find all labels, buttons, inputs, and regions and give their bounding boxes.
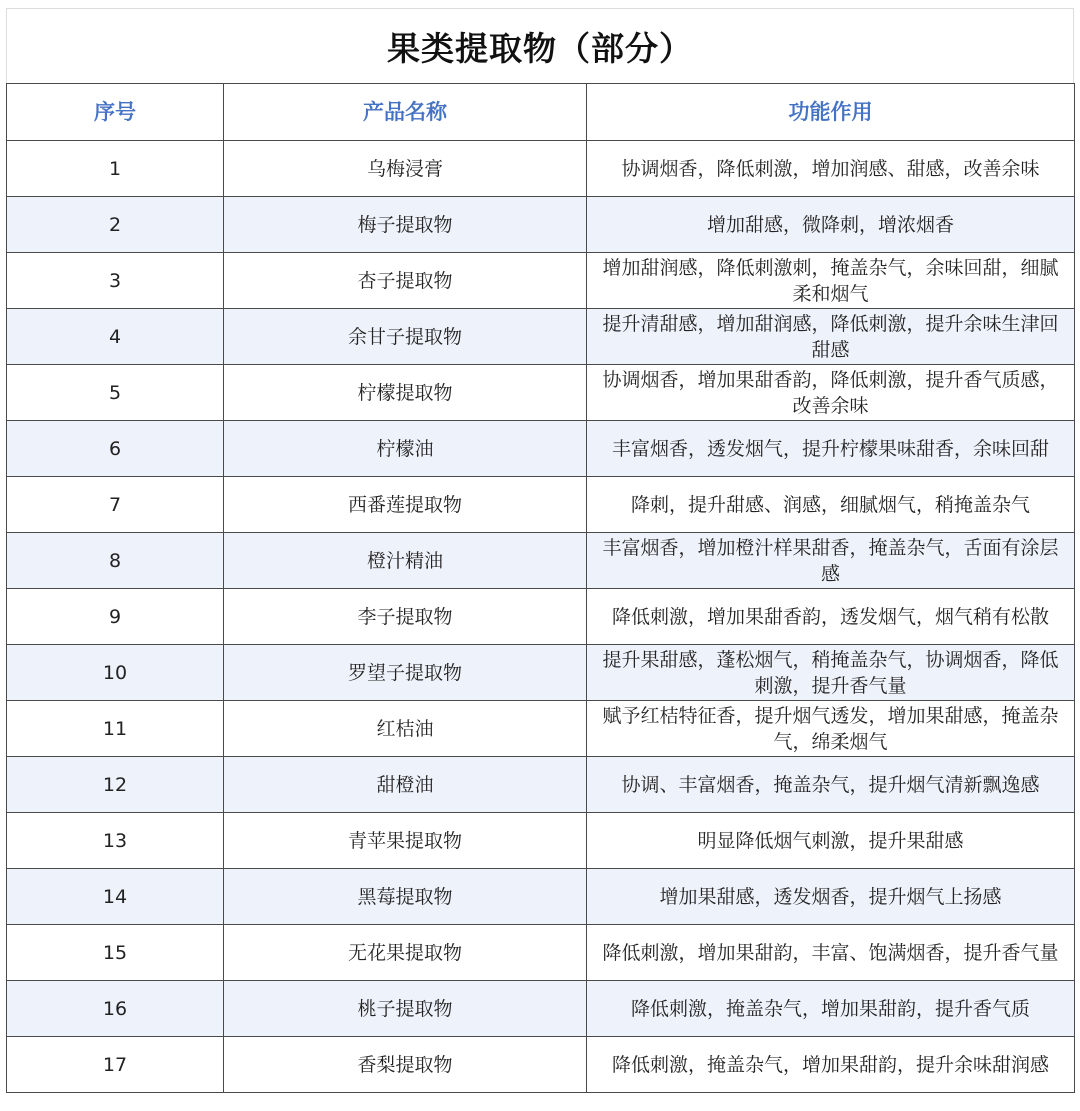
cell-number: 13	[7, 813, 224, 869]
header-row	[7, 84, 1075, 141]
cell-function: 降低刺激，增加果甜韵，丰富、饱满烟香，提升香气量	[587, 925, 1075, 981]
page-title: 果类提取物（部分）	[387, 28, 693, 68]
table-row	[7, 925, 1075, 981]
cell-number: 9	[7, 589, 224, 645]
document-frame	[6, 8, 1074, 1106]
cell-function: 降低刺激，增加果甜香韵，透发烟气，烟气稍有松散	[587, 589, 1075, 645]
cell-function: 赋予红桔特征香，提升烟气透发，增加果甜感，掩盖杂气，绵柔烟气	[587, 701, 1075, 757]
table-row	[7, 645, 1075, 701]
cell-product-name: 柠檬油	[224, 421, 587, 477]
cell-product-name: 柠檬提取物	[224, 365, 587, 421]
cell-number: 4	[7, 309, 224, 365]
cell-function: 协调、丰富烟香，掩盖杂气，提升烟气清新飘逸感	[587, 757, 1075, 813]
cell-product-name: 青苹果提取物	[224, 813, 587, 869]
table-row	[7, 1037, 1075, 1093]
table-row	[7, 757, 1075, 813]
cell-number: 6	[7, 421, 224, 477]
cell-number: 16	[7, 981, 224, 1037]
cell-function: 降低刺激，掩盖杂气，增加果甜韵，提升香气质	[587, 981, 1075, 1037]
table-row	[7, 309, 1075, 365]
table-row	[7, 981, 1075, 1037]
cell-function: 明显降低烟气刺激，提升果甜感	[587, 813, 1075, 869]
table-row	[7, 869, 1075, 925]
cell-number: 12	[7, 757, 224, 813]
cell-function: 协调烟香，降低刺激，增加润感、甜感，改善余味	[587, 141, 1075, 197]
cell-number: 11	[7, 701, 224, 757]
cell-product-name: 杏子提取物	[224, 253, 587, 309]
extracts-table	[6, 83, 1075, 1093]
cell-function: 增加甜感，微降刺，增浓烟香	[587, 197, 1075, 253]
table-row	[7, 477, 1075, 533]
table-row	[7, 589, 1075, 645]
cell-number: 10	[7, 645, 224, 701]
table-row	[7, 533, 1075, 589]
column-header-function: 功能作用	[587, 84, 1075, 141]
cell-product-name: 红桔油	[224, 701, 587, 757]
column-header-product-name: 产品名称	[224, 84, 587, 141]
cell-number: 7	[7, 477, 224, 533]
cell-number: 1	[7, 141, 224, 197]
cell-number: 17	[7, 1037, 224, 1093]
table-row	[7, 813, 1075, 869]
cell-number: 5	[7, 365, 224, 421]
cell-number: 3	[7, 253, 224, 309]
cell-product-name: 桃子提取物	[224, 981, 587, 1037]
cell-product-name: 余甘子提取物	[224, 309, 587, 365]
table-row	[7, 197, 1075, 253]
cell-function: 增加甜润感，降低刺激刺，掩盖杂气，余味回甜，细腻柔和烟气	[587, 253, 1075, 309]
column-header-number: 序号	[7, 84, 224, 141]
cell-function: 提升果甜感，蓬松烟气，稍掩盖杂气，协调烟香，降低刺激，提升香气量	[587, 645, 1075, 701]
cell-function: 增加果甜感，透发烟香，提升烟气上扬感	[587, 869, 1075, 925]
cell-product-name: 西番莲提取物	[224, 477, 587, 533]
cell-product-name: 橙汁精油	[224, 533, 587, 589]
cell-function: 丰富烟香，透发烟气，提升柠檬果味甜香，余味回甜	[587, 421, 1075, 477]
cell-function: 丰富烟香，增加橙汁样果甜香，掩盖杂气，舌面有涂层感	[587, 533, 1075, 589]
cell-function: 提升清甜感，增加甜润感，降低刺激，提升余味生津回甜感	[587, 309, 1075, 365]
table-row	[7, 701, 1075, 757]
table-row	[7, 365, 1075, 421]
cell-number: 8	[7, 533, 224, 589]
cell-number: 14	[7, 869, 224, 925]
cell-product-name: 梅子提取物	[224, 197, 587, 253]
cell-product-name: 李子提取物	[224, 589, 587, 645]
table-row	[7, 141, 1075, 197]
title-bar	[6, 8, 1074, 83]
cell-product-name: 甜橙油	[224, 757, 587, 813]
cell-number: 2	[7, 197, 224, 253]
cell-product-name: 罗望子提取物	[224, 645, 587, 701]
cell-number: 15	[7, 925, 224, 981]
cell-product-name: 香梨提取物	[224, 1037, 587, 1093]
cell-function: 降刺，提升甜感、润感，细腻烟气，稍掩盖杂气	[587, 477, 1075, 533]
cell-product-name: 无花果提取物	[224, 925, 587, 981]
table-row	[7, 253, 1075, 309]
cell-product-name: 乌梅浸膏	[224, 141, 587, 197]
cell-product-name: 黑莓提取物	[224, 869, 587, 925]
table-row	[7, 421, 1075, 477]
cell-function: 协调烟香，增加果甜香韵，降低刺激，提升香气质感，改善余味	[587, 365, 1075, 421]
cell-function: 降低刺激，掩盖杂气，增加果甜韵，提升余味甜润感	[587, 1037, 1075, 1093]
